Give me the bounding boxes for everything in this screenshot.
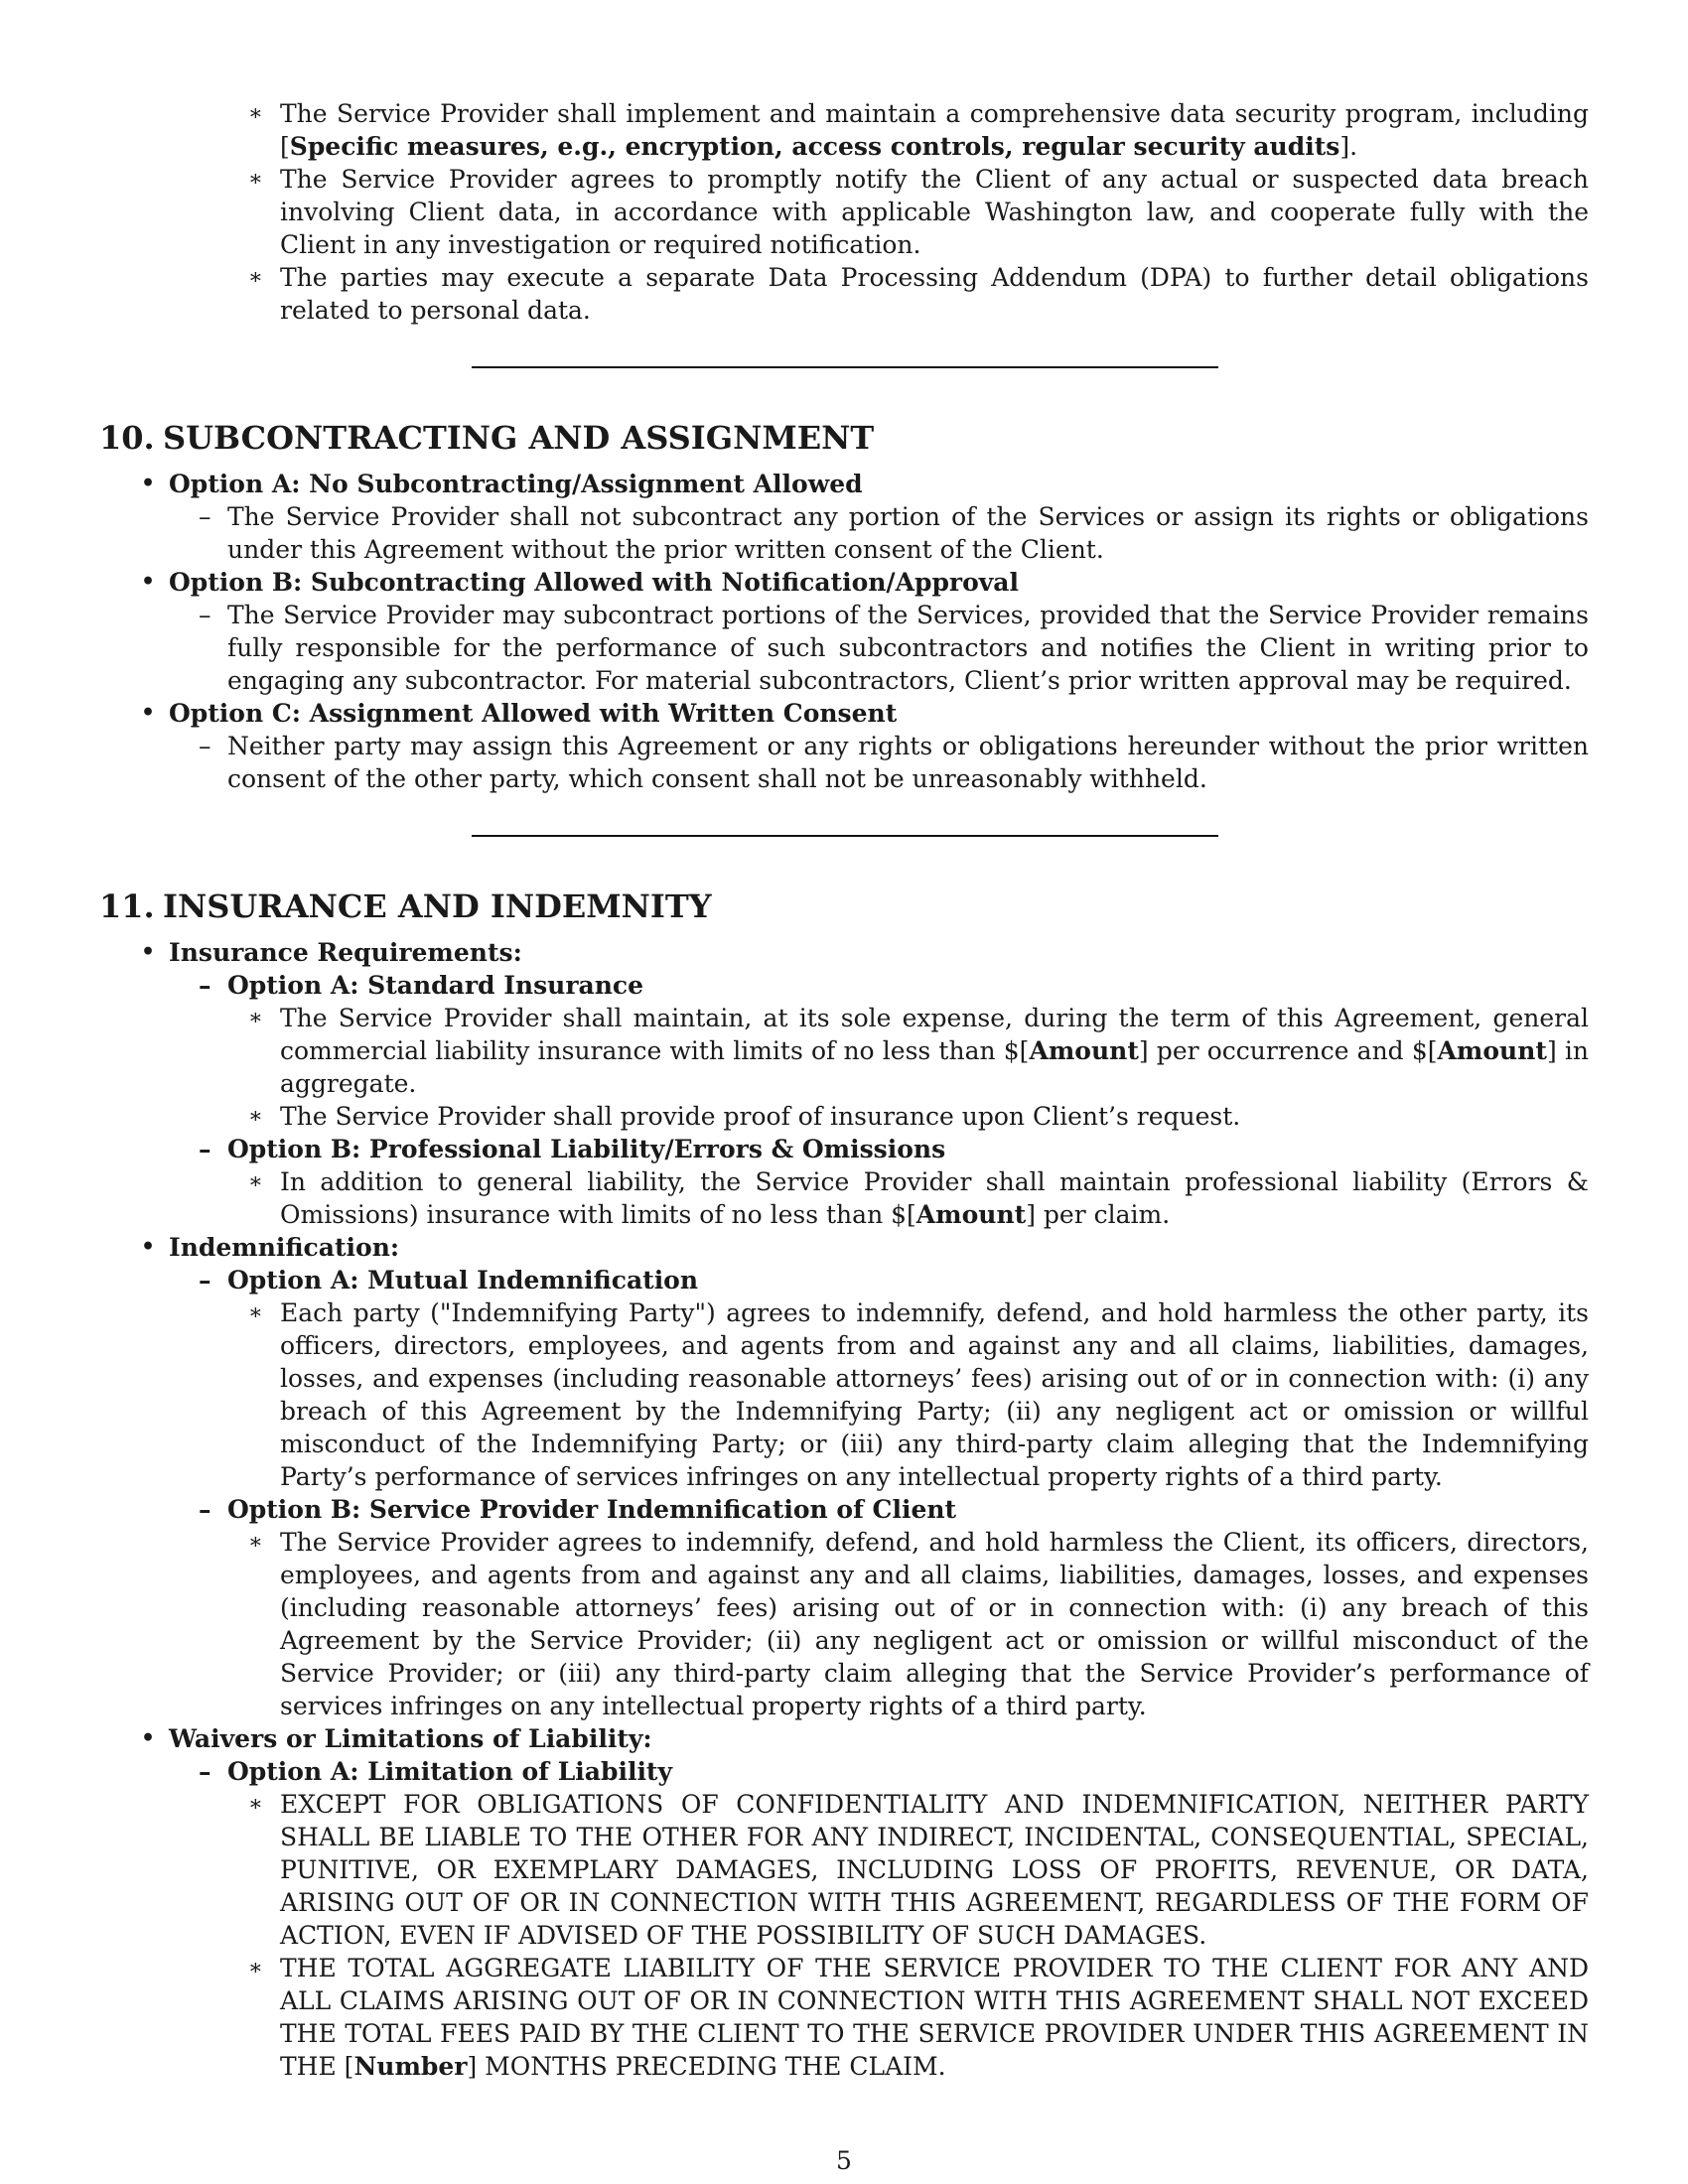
list-item: ∗ Each party ("Indemnifying Party") agrees to indemnify, defend, and hold harmless the other party, its officers, directors, employees, and agents from and against any and all claims, liabilities, damages, losses, and expenses (including reasonable attorneys’ fees) arising out of or in connection with: (i) any breach of this Agreement by the Indemnifying Party; (ii) any negligent act or omission or willful misconduct of the Indemnifying Party; or (iii) any third-party claim alleging that the Indemnifying Party’s performance of services infringes on any intellectual property rights of a third party. — [248, 1298, 1589, 1491]
option-heading: – Option A: Mutual Indemnification — [199, 1266, 699, 1295]
option-heading: – Option B: Professional Liability/Errors & Omissions — [199, 1135, 946, 1163]
page-content — [99, 97, 1589, 2083]
subsection-heading: • Indemnification: — [141, 1233, 400, 1262]
dash-marker: – — [199, 1495, 211, 1524]
star-marker: ∗ — [248, 1006, 263, 1030]
section-divider — [472, 366, 1218, 368]
bullet-marker: • — [141, 1234, 156, 1260]
list-item: ∗ The Service Provider shall implement and maintain a comprehensive data security program, including [Specific measures, e.g., encryption, access controls, regular security audits]. — [248, 99, 1589, 161]
star-marker: ∗ — [248, 265, 263, 290]
list-item: ∗ The Service Provider shall provide proof of insurance upon Client’s request. — [248, 1102, 1241, 1131]
option-heading: • Option C: Assignment Allowed with Written Consent — [141, 699, 898, 728]
dash-marker: – — [199, 1135, 211, 1163]
bullet-marker: • — [141, 569, 156, 595]
option-heading: • Option A: No Subcontracting/Assignment Allowed — [141, 470, 863, 498]
list-item: – The Service Provider shall not subcontract any portion of the Services or assign its rights or obligations under this Agreement without the prior written consent of the Client. — [199, 502, 1589, 564]
bullet-marker: • — [141, 700, 156, 726]
option-heading: – Option A: Standard Insurance — [199, 971, 643, 1000]
page-number: 5 — [836, 2146, 852, 2175]
section-heading-11: 11. INSURANCE AND INDEMNITY — [99, 887, 712, 925]
star-marker: ∗ — [248, 1300, 263, 1325]
star-marker: ∗ — [248, 1956, 263, 1980]
option-heading: – Option A: Limitation of Liability — [199, 1757, 673, 1786]
list-item: – Neither party may assign this Agreement or any rights or obligations hereunder without the prior written consent of the other party, which consent shall not be unreasonably withheld. — [199, 732, 1589, 793]
list-item: ∗ The Service Provider shall maintain, at its sole expense, during the term of this Agreement, general commercial liability insurance with limits of no less than $[Amount] per occurrence and $[Amount] in aggregate. — [248, 1004, 1590, 1098]
bullet-marker: • — [141, 939, 156, 965]
list-item: ∗ The Service Provider agrees to promptly notify the Client of any actual or suspected data breach involving Client data, in accordance with applicable Washington law, and cooperate fully with the Client in any investigation or required notification. — [248, 165, 1589, 259]
section-heading-10: 10. SUBCONTRACTING AND ASSIGNMENT — [99, 419, 875, 457]
option-heading: – Option B: Service Provider Indemnification of Client — [199, 1495, 957, 1524]
list-item: ∗ In addition to general liability, the Service Provider shall maintain professional liability (Errors & Omissions) insurance with limits of no less than $[Amount] per claim. — [248, 1167, 1589, 1229]
bullet-marker: • — [141, 1725, 156, 1751]
list-item: ∗ The Service Provider agrees to indemnify, defend, and hold harmless the Client, its officers, directors, employees, and agents from and against any and all claims, liabilities, damages, losses, and expenses (including reasonable attorneys’ fees) arising out of or in connection with: (i) any breach of this Agreement by the Service Provider; (ii) any negligent act or omission or willful misconduct of the Service Provider; or (iii) any third-party claim alleging that the Service Provider’s performance of services infringes on any intellectual property rights of a third party. — [248, 1528, 1589, 1720]
star-marker: ∗ — [248, 1530, 263, 1555]
list-item: ∗ The parties may execute a separate Data Processing Addendum (DPA) to further detail obligations related to personal data. — [248, 263, 1589, 325]
dash-marker: – — [199, 502, 211, 531]
subsection-heading: • Waivers or Limitations of Liability: — [141, 1724, 652, 1753]
star-marker: ∗ — [248, 1104, 263, 1129]
dash-marker: – — [199, 1266, 211, 1295]
bullet-marker: • — [141, 471, 156, 496]
star-marker: ∗ — [248, 1169, 263, 1194]
star-marker: ∗ — [248, 1792, 263, 1817]
star-marker: ∗ — [248, 167, 263, 192]
star-marker: ∗ — [248, 101, 263, 126]
option-heading: • Option B: Subcontracting Allowed with Notification/Approval — [141, 568, 1019, 597]
subsection-heading: • Insurance Requirements: — [141, 938, 522, 967]
list-item: ∗ THE TOTAL AGGREGATE LIABILITY OF THE SERVICE PROVIDER TO THE CLIENT FOR ANY AND ALL CLAIMS ARISING OUT OF OR IN CONNECTION WITH THIS AGREEMENT SHALL NOT EXCEED THE TOTAL FEES PAID BY THE CLIENT TO THE SERVICE PROVIDER UNDER THIS AGREEMENT IN THE [Number] MONTHS PRECEDING THE CLAIM. — [248, 1954, 1589, 2081]
dash-marker: – — [199, 732, 211, 760]
dash-marker: – — [199, 601, 211, 629]
section-divider — [472, 835, 1218, 837]
list-item: ∗ EXCEPT FOR OBLIGATIONS OF CONFIDENTIALITY AND INDEMNIFICATION, NEITHER PARTY SHALL BE LIABLE TO THE OTHER FOR ANY INDIRECT, INCIDENTAL, CONSEQUENTIAL, SPECIAL, PUNITIVE, OR EXEMPLARY DAMAGES, INCLUDING LOSS OF PROFITS, REVENUE, OR DATA, ARISING OUT OF OR IN CONNECTION WITH THIS AGREEMENT, REGARDLESS OF THE FORM OF ACTION, EVEN IF ADVISED OF THE POSSIBILITY OF SUCH DAMAGES. — [248, 1790, 1589, 1950]
list-item: – The Service Provider may subcontract portions of the Services, provided that the Service Provider remains fully responsible for the performance of such subcontractors and notifies the Client in writing prior to engaging any subcontractor. For material subcontractors, Client’s prior written approval may be required. — [199, 601, 1589, 695]
dash-marker: – — [199, 1757, 211, 1786]
dash-marker: – — [199, 971, 211, 1000]
